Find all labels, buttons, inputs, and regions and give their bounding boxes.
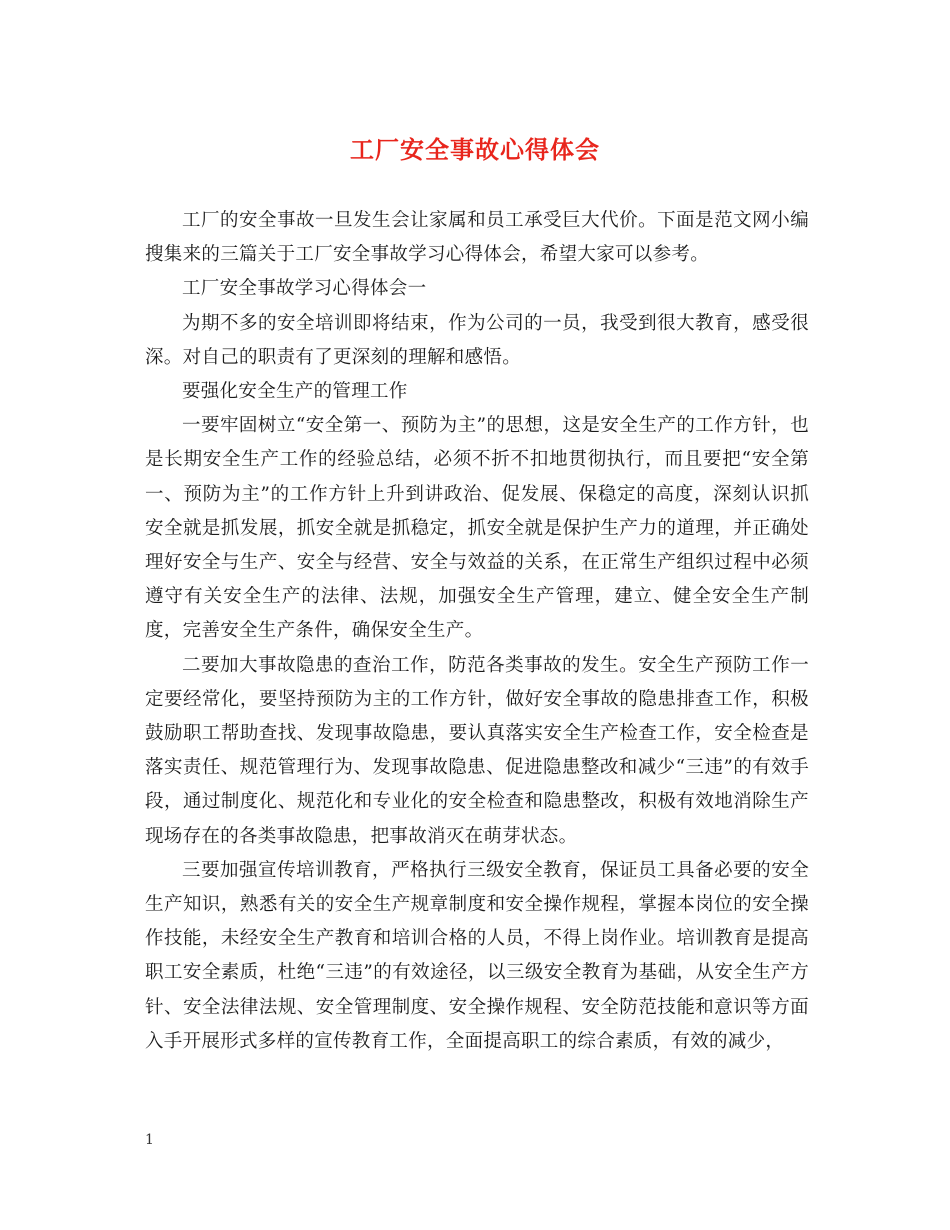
paragraph-training-reflection: 为期不多的安全培训即将结束，作为公司的一员，我受到很大教育，感受很深。对自己的职责有了更深刻的理解和感悟。 — [145, 312, 809, 368]
paragraph-point-one: 一要牢固树立“安全第一、预防为主”的思想，这是安全生产的工作方针，也是长期安全生产工作的经验总结，必须不折不扣地贯彻执行，而且要把“安全第一、预防为主”的工作方针上升到讲政治、促发展、保稳定的高度，深刻认识抓安全就是抓发展，抓安全就是抓稳定，抓安全就是保护生产力的道理，并正确处理好安全与生产、安全与经营、安全与效益的关系，在正常生产组织过程中必须遵守有关安全生产的法律、法规，加强安全生产管理，建立、健全安全生产制度，完善安全生产条件，确保安全生产。 — [145, 415, 809, 642]
document-body — [145, 204, 809, 1059]
subheading-management: 要强化安全生产的管理工作 — [182, 381, 408, 403]
paragraph-intro: 工厂的安全事故一旦发生会让家属和员工承受巨大代价。下面是范文网小编搜集来的三篇关于工厂安全事故学习心得体会，希望大家可以参考。 — [145, 210, 809, 266]
document-title: 工厂安全事故心得体会 — [350, 135, 600, 164]
paragraph-point-two: 二要加大事故隐患的查治工作，防范各类事故的发生。安全生产预防工作一定要经常化，要坚持预防为主的工作方针，做好安全事故的隐患排查工作，积极鼓励职工帮助查找、发现事故隐患，要认真落实安全生产检查工作，安全检查是落实责任、规范管理行为、发现事故隐患、促进隐患整改和减少“三违”的有效手段，通过制度化、规范化和专业化的安全检查和隐患整改，积极有效地消除生产现场存在的各类事故隐患，把事故消灭在萌芽状态。 — [145, 654, 809, 847]
page-number: 1 — [145, 1132, 154, 1148]
paragraph-point-three: 三要加强宣传培训教育，严格执行三级安全教育，保证员工具备必要的安全生产知识，熟悉有关的安全生产规章制度和安全操作规程，掌握本岗位的安全操作技能，未经安全生产教育和培训合格的人员，不得上岗作业。培训教育是提高职工安全素质，杜绝“三违”的有效途径，以三级安全教育为基础，从安全生产方针、安全法律法规、安全管理制度、安全操作规程、安全防范技能和意识等方面入手开展形式多样的宣传教育工作，全面提高职工的综合素质，有效的减少， — [145, 859, 809, 1052]
section-heading-part-one: 工厂安全事故学习心得体会一 — [182, 278, 427, 300]
